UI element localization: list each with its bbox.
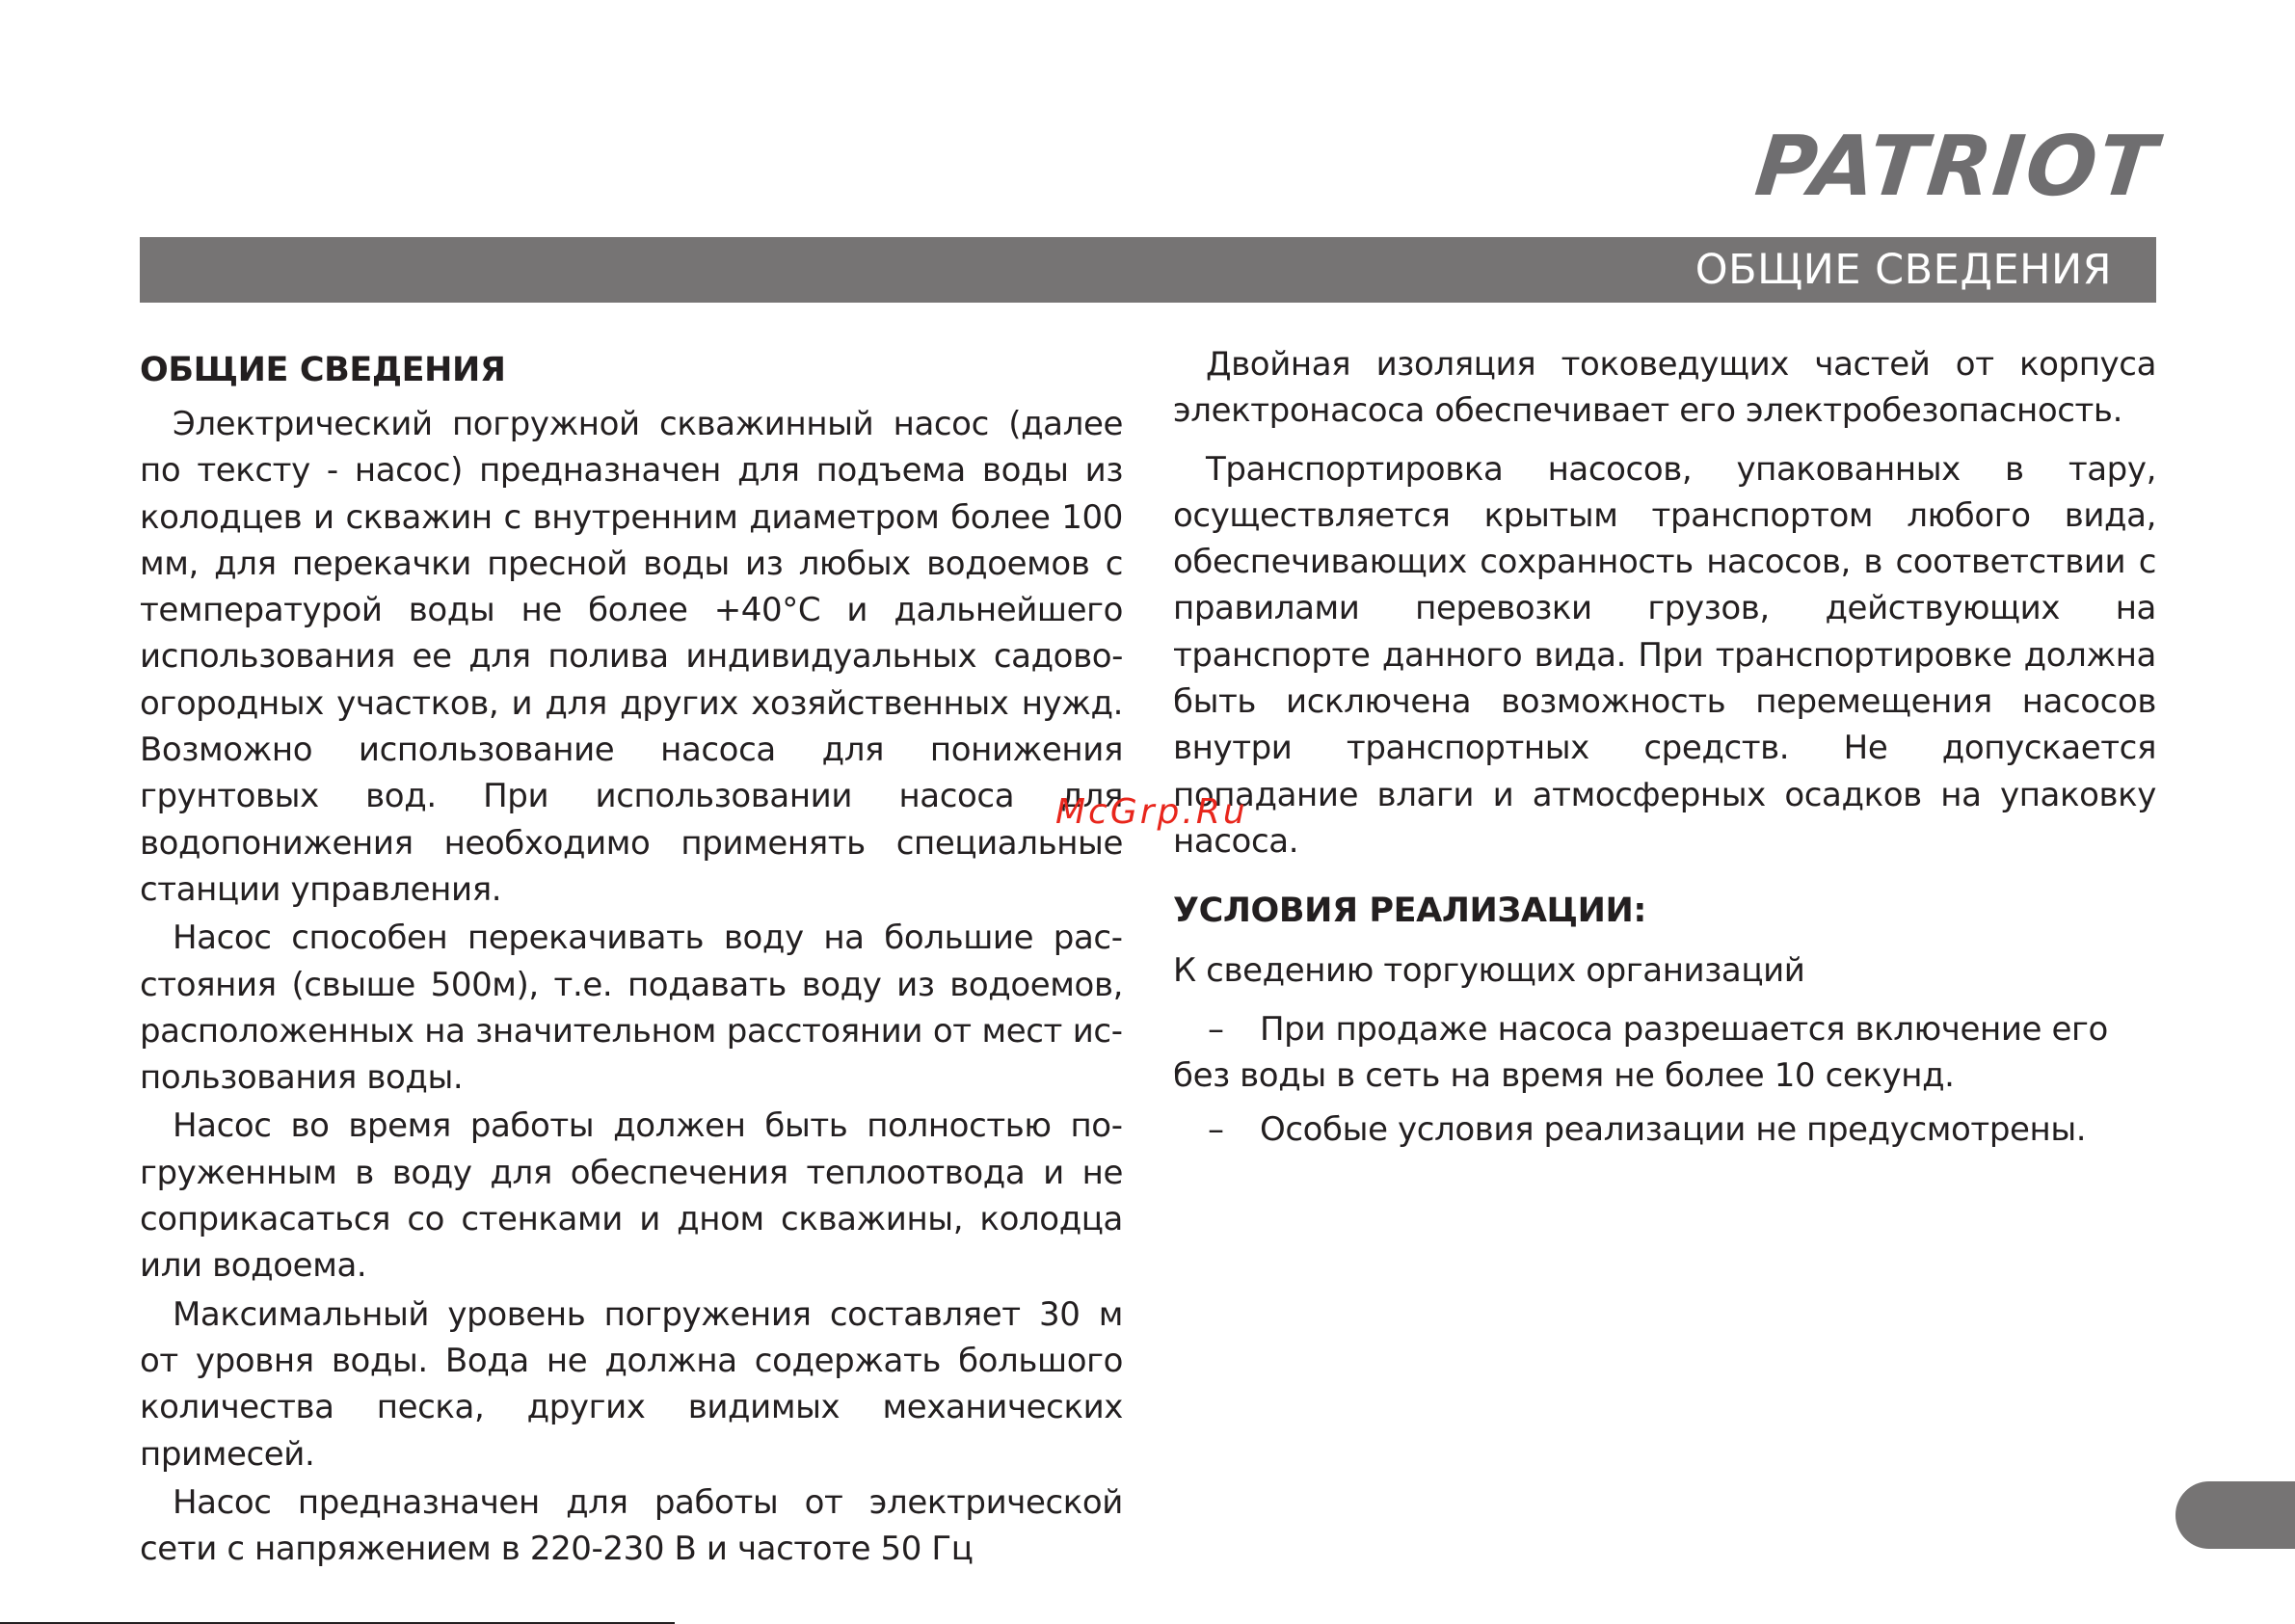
paragraph-purpose: Электрический погружной скважинный насос (далее по тексту - насос) предназначен для подъема воды из колодцев и скважин с внутренним диаметром более 100 мм, для перекачки пресной воды из любых водоемов с температурой воды не более +40°С и дальнейшего использования ее для полива индивидуальных садово-огородных участков, и для других хозяйственных нужд. Возможно использование насоса для понижения грунтовых вод. При использовании насоса для водопонижения необходимо применять специальные станции управления.	[140, 405, 1123, 909]
left-column	[140, 341, 1123, 1574]
paragraph-transport: Транспортировка насосов, упакованных в тару, осуществляется крытым транспортом любого вида, обеспечивающих сохранность насосов, в соответствии с правилами перевозки грузов, действующих на транспорте данного вида. При транспортировке должна быть исключена возможность перемещения насосов внутри транспортных средств. Не допускается попадание влаги и атмосферных осадков на упаковку насоса.	[1173, 449, 2156, 861]
section-header-bar	[140, 237, 2156, 303]
list-item-text: При продаже насоса разрешается включение его без воды в сеть на время не более 10 секунд.	[1173, 1009, 2108, 1095]
general-info-heading: ОБЩИЕ СВЕДЕНИЯ	[140, 351, 506, 389]
page-number-tab	[2175, 1481, 2295, 1549]
paragraph-max-depth: Максимальный уровень погружения составляет 30 м от уровня воды. Вода не должна содержать большого количества песка, других видимых механических примесей.	[140, 1294, 1123, 1474]
list-item-text: Особые условия реализации не предусмотрены.	[1260, 1110, 2087, 1150]
sale-conditions-heading: УСЛОВИЯ РЕАЛИЗАЦИИ:	[1173, 892, 1647, 931]
sale-conditions-intro: К сведению торгующих организаций	[1173, 951, 1805, 991]
paragraph-distance: Насос способен перекачивать воду на большие расстояния (свыше 500м), т.е. подавать воду из водоемов, расположенных на значительном расстоянии от мест использования воды.	[140, 918, 1123, 1098]
list-item	[1173, 1106, 2156, 1153]
watermark-text: McGrp.Ru	[1055, 792, 1248, 832]
right-column	[1173, 341, 2156, 1160]
paragraph-power-supply: Насос предназначен для работы от электрической сети с напряжением в 220-230 В и частоте 50 Гц	[140, 1482, 1123, 1569]
dash-marker: –	[1208, 1110, 1224, 1150]
paragraph-insulation: Двойная изоляция токоведущих частей от корпуса электронасоса обеспечивает его электробезопасность.	[1173, 345, 2156, 431]
paragraph-submersion: Насос во время работы должен быть полностью погруженным в воду для обеспечения теплоотвода и не соприкасаться со стенками и дном скважины, колодца или водоема.	[140, 1106, 1123, 1286]
list-item	[1173, 1006, 2156, 1100]
section-title: ОБЩИЕ СВЕДЕНИЯ	[1695, 246, 2112, 294]
patriot-logo: PATRIOT	[1750, 119, 2163, 215]
dash-marker: –	[1208, 1009, 1224, 1049]
